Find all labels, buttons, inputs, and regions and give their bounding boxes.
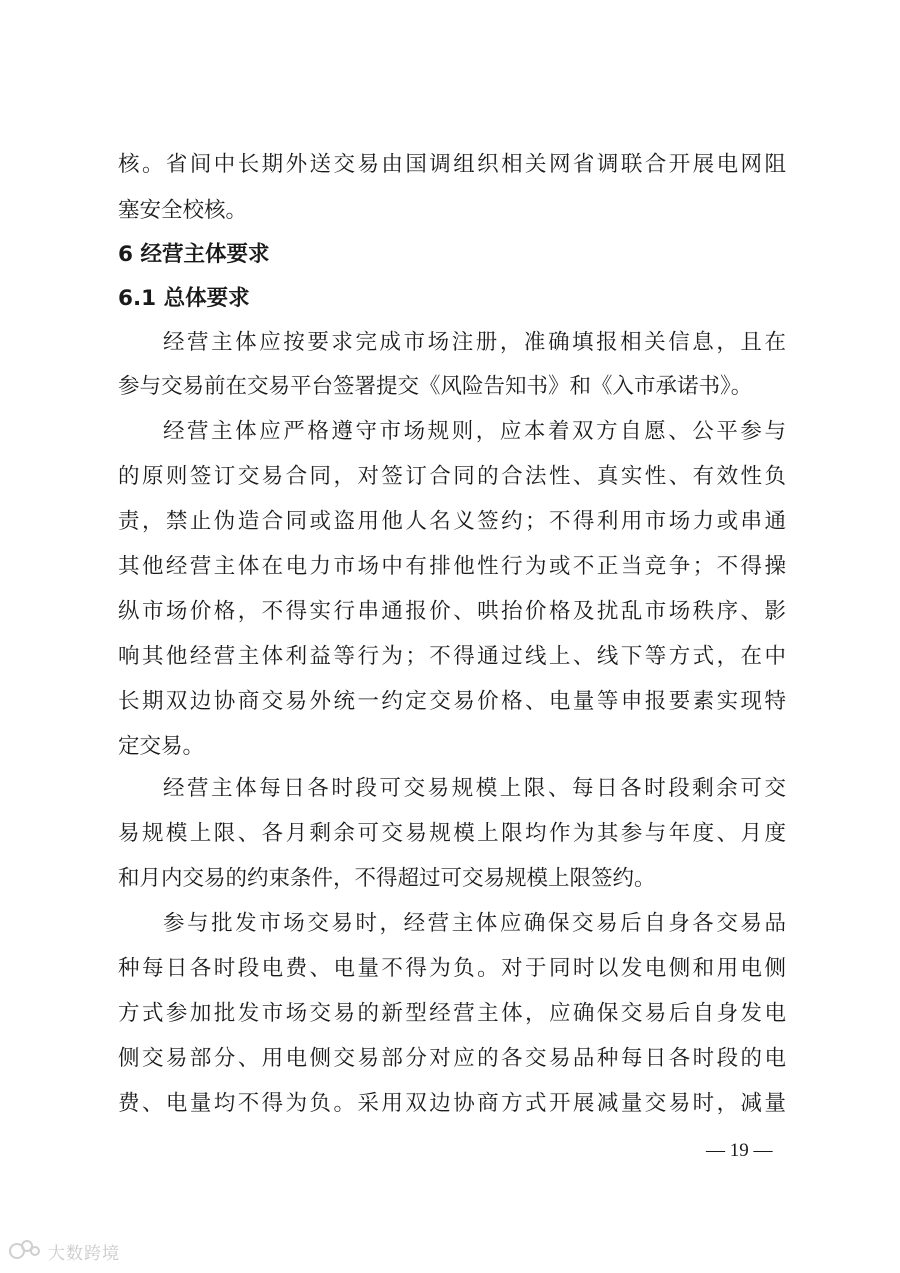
page-number: — 19 —: [706, 1140, 773, 1161]
watermark: [8, 1236, 120, 1266]
body-line: 塞安全校核。: [118, 198, 248, 223]
paragraph-line: 易规模上限、各月剩余可交易规模上限均作为其参与年度、月度: [118, 821, 786, 846]
paragraph-line: 其他经营主体在电力市场中有排他性行为或不正当竞争；不得操: [118, 554, 786, 579]
section-heading: 6 经营主体要求: [118, 242, 270, 267]
logo-icon: [8, 1236, 42, 1266]
paragraph-line: 侧交易部分、用电侧交易部分对应的各交易品种每日各时段的电: [118, 1046, 786, 1071]
paragraph-line: 经营主体应严格遵守市场规则，应本着双方自愿、公平参与: [163, 419, 786, 444]
paragraph-line: 费、电量均不得为负。采用双边协商方式开展减量交易时，减量: [118, 1091, 786, 1116]
paragraph-line: 参与批发市场交易时，经营主体应确保交易后自身各交易品: [163, 911, 786, 936]
paragraph-line: 的原则签订交易合同，对签订合同的合法性、真实性、有效性负: [118, 464, 786, 489]
subsection-heading: 6.1 总体要求: [118, 286, 250, 311]
paragraph-line: 响其他经营主体利益等行为；不得通过线上、线下等方式，在中: [118, 644, 786, 669]
paragraph-line: 经营主体每日各时段可交易规模上限、每日各时段剩余可交: [163, 776, 786, 801]
paragraph-line: 种每日各时段电费、电量不得为负。对于同时以发电侧和用电侧: [118, 956, 786, 981]
paragraph-line: 经营主体应按要求完成市场注册，准确填报相关信息，且在: [163, 330, 786, 355]
paragraph-line: 参与交易前在交易平台签署提交《风险告知书》和《入市承诺书》。: [118, 374, 753, 399]
body-line: 核。省间中长期外送交易由国调组织相关网省调联合开展电网阻: [118, 152, 786, 177]
paragraph-line: 方式参加批发市场交易的新型经营主体，应确保交易后自身发电: [118, 1001, 786, 1026]
watermark-text: 大数跨境: [48, 1243, 120, 1264]
paragraph-line: 责，禁止伪造合同或盗用他人名义签约；不得利用市场力或串通: [118, 509, 786, 534]
paragraph-line: 定交易。: [118, 734, 205, 759]
paragraph-line: 和月内交易的约束条件，不得超过可交易规模上限签约。: [118, 866, 656, 891]
paragraph-line: 纵市场价格，不得实行串通报价、哄抬价格及扰乱市场秩序、影: [118, 599, 786, 624]
paragraph-line: 长期双边协商交易外统一约定交易价格、电量等申报要素实现特: [118, 689, 786, 714]
